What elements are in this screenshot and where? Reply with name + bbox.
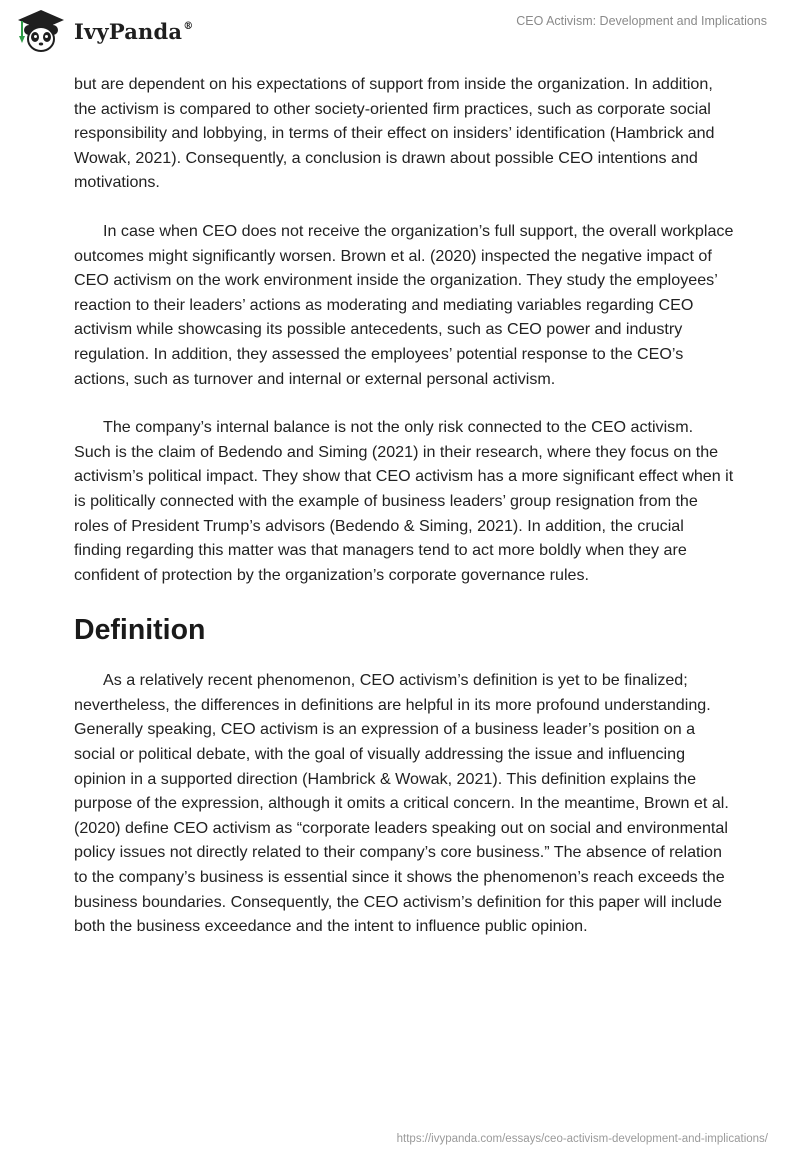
logo-text xyxy=(74,19,193,44)
paragraph-3: The company’s internal balance is not the only risk connected to the CEO activism. Such is the claim of Bedendo and Siming (2021) in their research, where they focus on the activism’s political impact. They show that CEO activism has a more significant effect when it is politically connected with the example of business leaders’ group resignation from the roles of President Trump’s advisors (Bedendo & Siming, 2021). In addition, the crucial finding regarding this matter was that managers tend to act more boldly when they are confident of protection by the organization’s corporate governance rules. xyxy=(74,418,734,584)
section-heading-definition: Definition xyxy=(74,614,206,647)
logo-wordmark: IvyPanda xyxy=(74,18,183,44)
essay-content xyxy=(74,72,734,963)
page-header xyxy=(0,0,800,70)
footer-url[interactable]: https://ivypanda.com/essays/ceo-activism-development-and-implications/ xyxy=(396,1133,768,1145)
ivypanda-logo[interactable] xyxy=(14,8,193,54)
registered-mark: ® xyxy=(183,20,194,32)
paragraph-4: As a relatively recent phenomenon, CEO activism’s definition is yet to be finalized; nevertheless, the differences in definitions are helpful in its more profound understanding. Generally speaking, CEO activism is an expression of a business leader’s position on a social or political debate, with the goal of visually addressing the issue and influencing opinion in a supported direction (Hambrick & Wowak, 2021). This definition explains the purpose of the expression, although it omits a critical concern. In the meantime, Brown et al. (2020) define CEO activism as “corporate leaders speaking out on social and environmental policy issues not directly related to their company’s core business.” The absence of relation to the company’s business is essential since it shows the phenomenon’s reach exceeds the business boundaries. Consequently, the CEO activism’s definition for this paper will include both the business exceedance and the intent to influence public opinion. xyxy=(74,671,729,936)
paragraph-1: but are dependent on his expectations of support from inside the organization. In addition, the activism is compared to other society-oriented firm practices, such as corporate social responsibility and lobbying, in terms of their effect on insiders’ identification (Hambrick and Wowak, 2021). Consequently, a conclusion is drawn about possible CEO intentions and motivations. xyxy=(74,75,715,192)
panda-graduate-icon xyxy=(14,8,68,54)
paragraph-2: In case when CEO does not receive the organization’s full support, the overall workplace outcomes might significantly worsen. Brown et al. (2020) inspected the negative impact of CEO activism on the work environment inside the organization. They study the employees’ reaction to their leaders’ actions as moderating and mediating variables regarding CEO activism while showcasing its possible antecedents, such as CEO power and industry regulation. In addition, they assessed the employees’ potential response to the CEO’s actions, such as turnover and internal or external personal activism. xyxy=(74,221,734,388)
document-title: CEO Activism: Development and Implications xyxy=(516,14,767,28)
